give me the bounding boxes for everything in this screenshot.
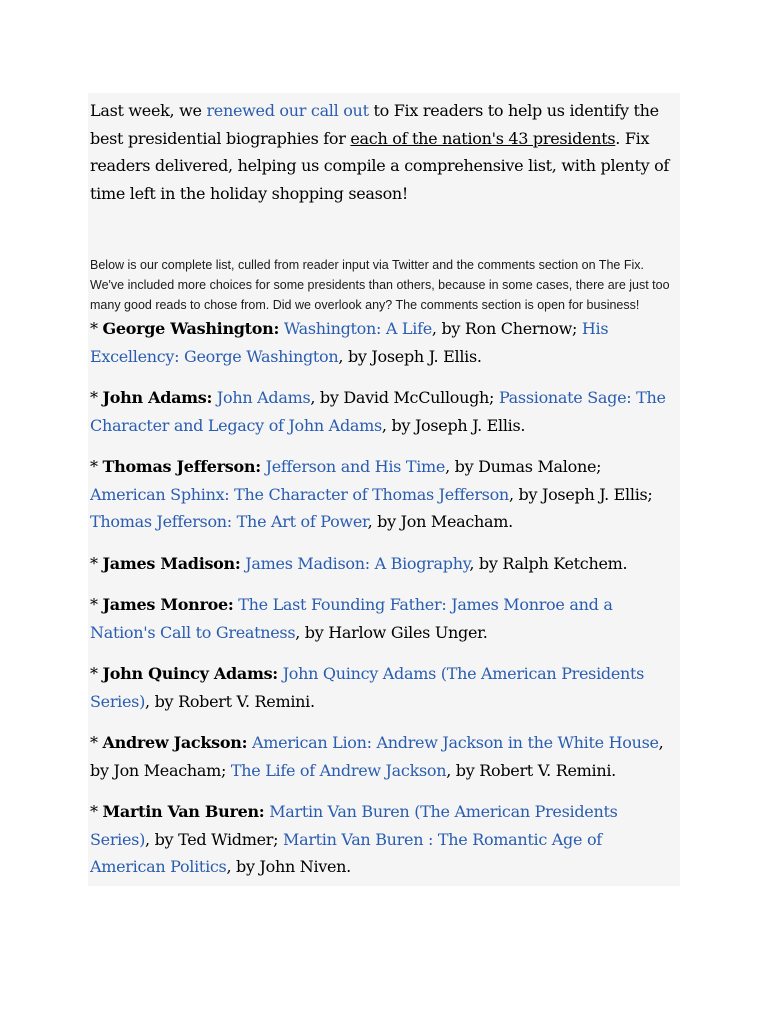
book-author: , by Joseph J. Ellis. (338, 346, 482, 366)
book-author: , by Joseph J. Ellis. (381, 415, 526, 435)
book-author: , by John Niven. (226, 857, 351, 876)
president-name: James Madison: (102, 553, 241, 573)
bullet: * (90, 553, 103, 573)
president-name: James Monroe: (102, 595, 234, 614)
president-name: Andrew Jackson: (102, 733, 248, 752)
intro-text-middle: to Fix readers to help us identify the best presidential biographies for (90, 101, 659, 148)
article-body (88, 93, 680, 886)
president-name: George Washington: (102, 319, 280, 338)
bullet: * (90, 457, 103, 476)
book-link[interactable]: The Last Founding Father: James Monroe and a Nation's Call to Greatness (90, 595, 613, 642)
book-link[interactable]: James Madison: A Biography (245, 553, 470, 573)
book-link[interactable]: Martin Van Buren : The Romantic Age of American Politics (90, 829, 602, 876)
book-author: , by Jon Meacham. (367, 512, 513, 531)
president-name: John Quincy Adams: (102, 664, 278, 683)
list-item-john-adams (90, 384, 680, 439)
list-item-james-monroe (90, 591, 680, 646)
book-link[interactable]: John Adams (216, 388, 311, 407)
intro-paragraph (90, 97, 680, 207)
book-author: , by Ralph Ketchem. (469, 553, 628, 573)
book-author: , by Harlow Giles Unger. (295, 622, 488, 642)
bullet: * (90, 595, 103, 614)
list-item-john-quincy-adams (90, 660, 680, 715)
book-author: , by Ted Widmer; (145, 829, 283, 849)
book-link[interactable]: Thomas Jefferson: The Art of Power (90, 512, 368, 531)
bullet: * (90, 733, 103, 752)
president-name: Thomas Jefferson: (102, 457, 261, 476)
list-item-james-madison (90, 550, 680, 578)
book-author: , by David McCullough; (310, 388, 499, 407)
book-link[interactable]: His Excellency: George Washington (90, 319, 609, 366)
bullet: * (90, 802, 103, 821)
book-link[interactable]: American Sphinx: The Character of Thomas Jefferson (90, 484, 509, 504)
book-author: , by Robert V. Remini. (446, 760, 616, 780)
bullet: * (90, 319, 103, 338)
book-author: , by Dumas Malone; (445, 457, 602, 476)
president-name: Martin Van Buren: (102, 802, 265, 821)
book-link[interactable]: John Quincy Adams (The American Presidents Series) (90, 664, 645, 711)
bullet: * (90, 388, 103, 407)
book-link[interactable]: Passionate Sage: The Character and Legacy of John Adams (90, 388, 666, 435)
list-item-thomas-jefferson (90, 453, 680, 536)
book-author: , by Joseph J. Ellis; (508, 484, 653, 504)
nations-43-presidents-link[interactable]: each of the nation's 43 presidents (350, 128, 616, 148)
book-link[interactable]: American Lion: Andrew Jackson in the White House (251, 733, 659, 752)
list-item-martin-van-buren (90, 798, 680, 881)
list-description: Below is our complete list, culled from reader input via Twitter and the comments section on The Fix. We've included more choices for some presidents than others, because in some cases, there are just too many good reads to chose from. Did we overlook any? The comments section is open for business! (90, 258, 670, 312)
intro-text-start: Last week, we (90, 101, 207, 120)
book-link[interactable]: Martin Van Buren (The American Presidents Series) (90, 802, 618, 849)
book-author: , by Robert V. Remini. (145, 691, 315, 711)
book-author: , by Ron Chernow; (431, 319, 582, 338)
biography-list (90, 315, 680, 881)
book-author: , by Jon Meacham; (90, 733, 664, 780)
list-item-andrew-jackson (90, 729, 680, 784)
list-item-george-washington (90, 315, 680, 370)
president-name: John Adams: (102, 388, 213, 407)
book-link[interactable]: Washington: A Life (283, 319, 432, 338)
bullet: * (90, 664, 103, 683)
intro-text-end: . Fix readers delivered, helping us compile a comprehensive list, with plenty of time left in the holiday shopping season! (90, 128, 670, 203)
book-link[interactable]: The Life of Andrew Jackson (230, 760, 447, 780)
renewed-call-out-link[interactable]: renewed our call out (206, 101, 369, 120)
book-link[interactable]: Jefferson and His Time (265, 457, 446, 476)
